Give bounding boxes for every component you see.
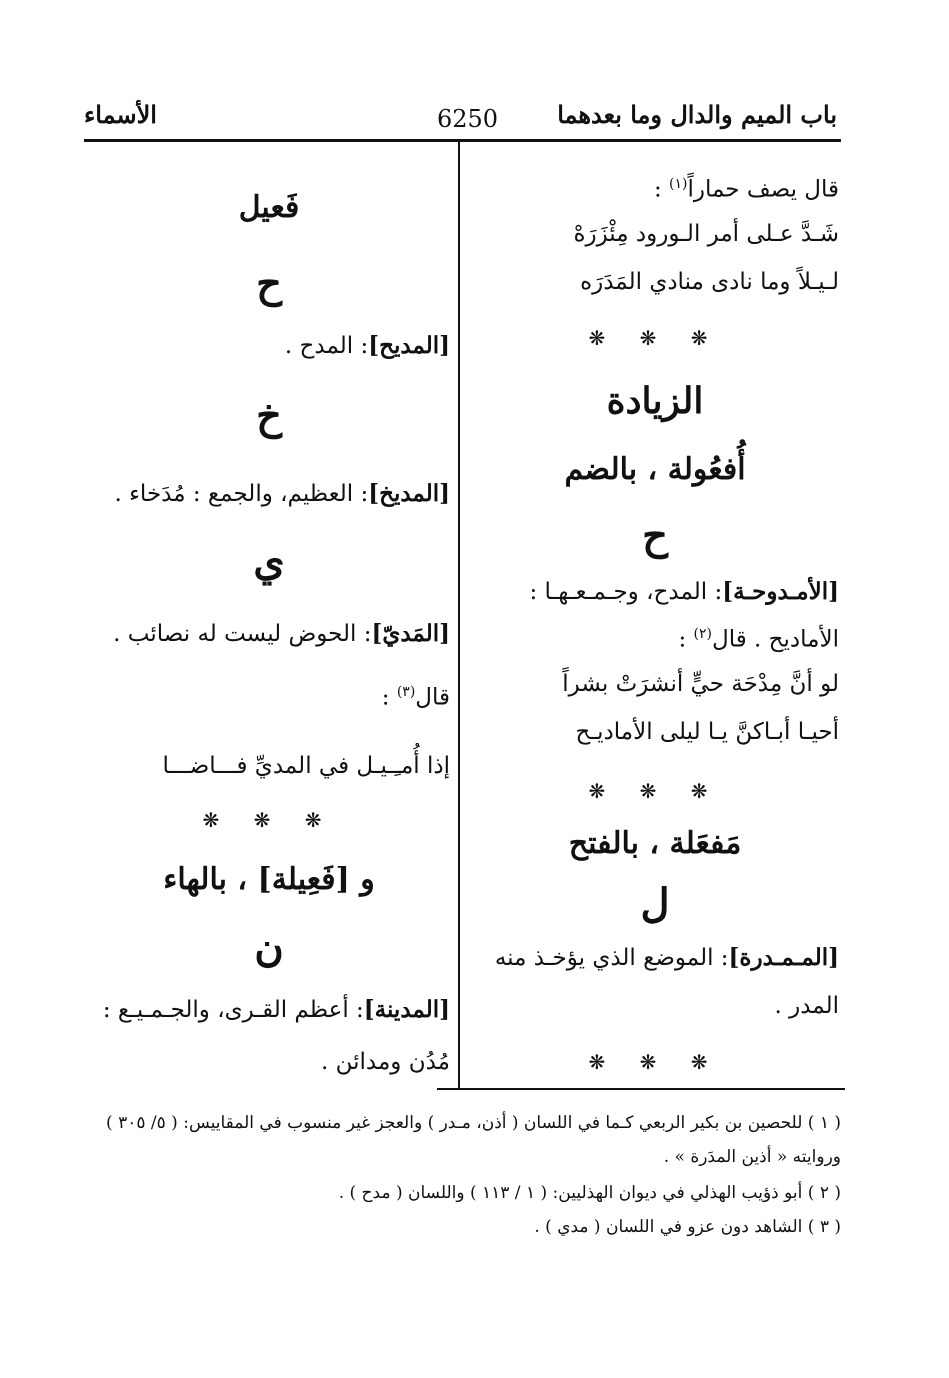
verse-line: أحيـا أبـاكنَّ يـا ليلى الأماديـح: [575, 719, 839, 745]
footnote: ( ٣ ) الشاهد دون عزو في اللسان ( مدي ) .: [534, 1217, 841, 1237]
entry-term: [المديخ]: [368, 480, 450, 507]
entry-term: [الأمـدوحـة]: [722, 578, 839, 605]
root-letter: ي: [253, 538, 285, 585]
verse-line: إذا أُمـِـيـل في المديِّ فـــاضـــا: [162, 753, 450, 779]
root-letter: ح: [256, 260, 282, 307]
section-heading: الزيادة: [606, 380, 704, 422]
separator-stars: ❋ ❋ ❋: [588, 779, 722, 803]
footnote-rule: [437, 1088, 845, 1090]
pattern-heading: أُفعُولة ، بالضم: [564, 452, 746, 487]
separator-stars: ❋ ❋ ❋: [588, 1050, 722, 1074]
entry-term: [المدينة]: [363, 996, 450, 1023]
section-title: الأسماء: [84, 100, 157, 129]
chapter-title: باب الميم والدال وما بعدهما: [557, 100, 837, 129]
entry-line: [المَديّ]: الحوض ليست له نصائب .: [113, 620, 450, 647]
entry-line: مُدُن ومدائن .: [320, 1049, 450, 1075]
pattern-heading: مَفعَلة ، بالفتح: [568, 826, 742, 861]
separator-stars: ❋ ❋ ❋: [588, 326, 722, 350]
entry-line: [المديخ]: العظيم، والجمع : مُدَخاء .: [114, 480, 450, 507]
entry-line: [المـمـدرة]: الموضع الذي يؤخـذ منه: [494, 944, 839, 971]
header-rule: [84, 139, 841, 142]
entry-term: [المديح]: [368, 332, 450, 359]
entry-term: [المَديّ]: [371, 620, 450, 647]
footnote: ( ١ ) للحصين بن بكير الربعي كـما في اللسان ( أذن، مـدر ) والعجز غير منسوب في المقاييس: ( ٥/ ٣٠٥ ): [106, 1113, 841, 1133]
pattern-heading: فَعيل: [238, 190, 300, 225]
entry-line: [الأمـدوحـة]: المدح، وجـمـعـهـا :: [529, 578, 839, 605]
entry-line: الأماديح . قال$^{(٢)}$ :: [678, 626, 839, 653]
footnote-continuation: وروايته « أذين المدَرة » .: [663, 1147, 841, 1167]
verse-line: لو أنَّ مِدْحَة حيٍّ أنشرَتْ بشراً: [562, 671, 839, 697]
entry-line: المدر .: [774, 993, 839, 1019]
root-letter: ن: [254, 924, 284, 971]
entry-line: قال$^{(٣)}$ :: [381, 684, 450, 711]
pattern-heading: و [فَعِيلة] ، بالهاء: [163, 862, 375, 897]
intro-line: قال يصف حماراً$^{(١)}$ :: [653, 176, 839, 203]
page-number: 6250: [437, 105, 499, 133]
verse-line: شَـدَّ عـلى أمر الـورود مِئْزَرَهْ: [573, 221, 839, 247]
entry-line: [المديح]: المدح .: [284, 332, 450, 359]
footnote: ( ٢ ) أبو ذؤيب الهذلي في ديوان الهذليين: ( ١ / ١١٣ ) واللسان ( مدح ) .: [338, 1183, 841, 1203]
root-letter: ح: [642, 512, 668, 559]
root-letter: خ: [256, 392, 282, 439]
separator-stars: ❋ ❋ ❋: [202, 808, 336, 832]
entry-term: [المـمـدرة]: [728, 944, 839, 971]
entry-line: [المدينة]: أعظم القـرى، والجـمـيـع :: [102, 996, 450, 1023]
root-letter: ل: [640, 880, 670, 927]
column-divider: [458, 141, 460, 1089]
verse-line: لـيـلاً وما نادى منادي المَدَرَه: [580, 269, 839, 295]
